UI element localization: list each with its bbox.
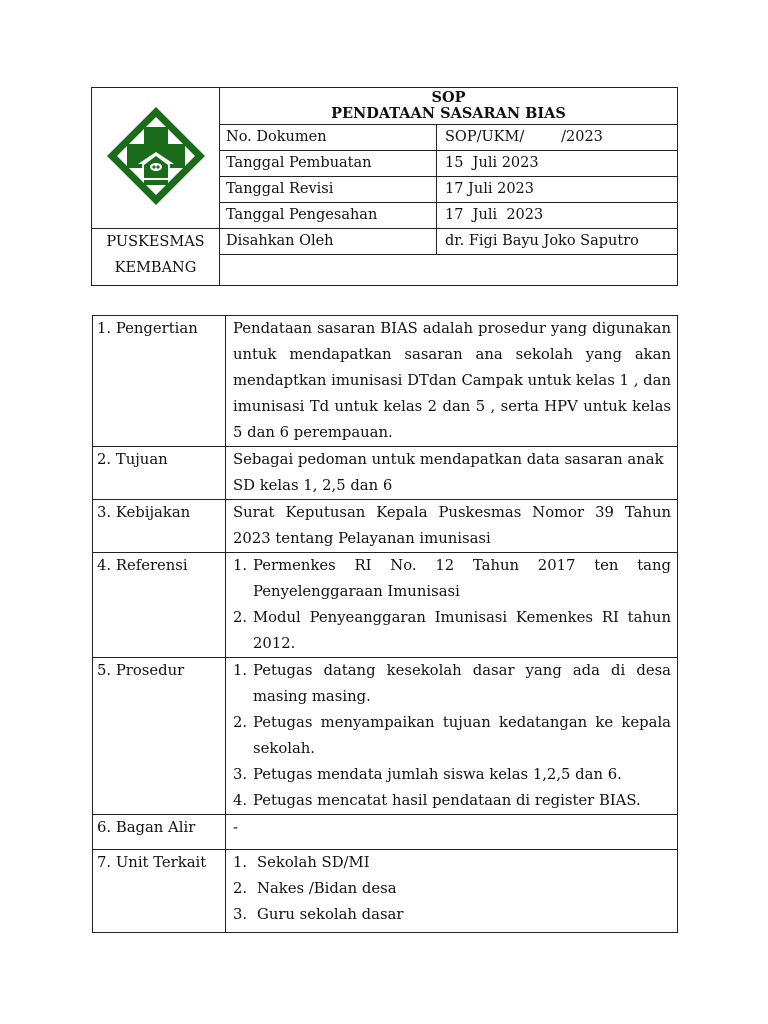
section-label: 6. Bagan Alir (93, 815, 226, 850)
row-label-no-dokumen: No. Dokumen (220, 125, 437, 151)
list-item (233, 788, 671, 814)
puskesmas-cross-house-icon (104, 104, 208, 208)
section-label: 4. Referensi (93, 553, 226, 658)
list-item (233, 605, 671, 657)
section-list (226, 850, 678, 933)
list-text: Petugas mencatat hasil pendataan di register BIAS. (253, 792, 641, 809)
row-value-disahkan-oleh: dr. Figi Bayu Joko Saputro (437, 229, 678, 255)
sop-header-table (91, 87, 678, 286)
list-item (233, 553, 671, 605)
section-label: 3. Kebijakan (93, 500, 226, 553)
organization-name (92, 229, 220, 286)
row-value-tanggal-revisi: 17 Juli 2023 (437, 177, 678, 203)
row-value-no-dokumen: SOP/UKM/ /2023 (437, 125, 678, 151)
org-line-2: KEMBANG (114, 260, 197, 276)
section-bagan-alir (93, 815, 678, 850)
row-label-disahkan-oleh: Disahkan Oleh (220, 229, 437, 255)
list-number: 1. (233, 854, 248, 871)
list-number: 3. (233, 906, 248, 923)
list-number: 3. (233, 766, 248, 783)
list-text: Guru sekolah dasar (257, 906, 404, 923)
org-line-1: PUSKESMAS (106, 234, 205, 250)
section-pengertian (93, 316, 678, 447)
list-text: Petugas mendata jumlah siswa kelas 1,2,5 dan 6. (253, 766, 622, 783)
list-text: Petugas datang kesekolah dasar yang ada di desa masing masing. (253, 662, 671, 705)
list-item (233, 902, 671, 928)
row-label-tanggal-revisi: Tanggal Revisi (220, 177, 437, 203)
section-prosedur (93, 658, 678, 815)
row-value-tanggal-pembuatan: 15 Juli 2023 (437, 151, 678, 177)
list-item (233, 710, 671, 762)
list-text: Modul Penyeanggaran Imunisasi Kemenkes RI tahun 2012. (253, 609, 671, 652)
section-label: 7. Unit Terkait (93, 850, 226, 933)
section-text: Surat Keputusan Kepala Puskesmas Nomor 39 Tahun 2023 tentang Pelayanan imunisasi (226, 500, 678, 553)
section-unit-terkait (93, 850, 678, 933)
sop-title (220, 88, 678, 125)
section-referensi (93, 553, 678, 658)
list-item (233, 850, 671, 876)
section-text: Sebagai pedoman untuk mendapatkan data sasaran anak SD kelas 1, 2,5 dan 6 (226, 447, 678, 500)
signature-blank-cell (220, 255, 678, 286)
list-number: 2. (233, 714, 248, 731)
section-text: Pendataan sasaran BIAS adalah prosedur yang digunakan untuk mendapatkan sasaran ana sekolah yang akan mendaptkan imunisasi DTdan Campak untuk kelas 1 , dan imunisasi Td untuk kelas 2 dan 5 , serta HPV untuk kelas 5 dan 6 perempauan. (226, 316, 678, 447)
list-text: Petugas menyampaikan tujuan kedatangan ke kepala sekolah. (253, 714, 671, 757)
section-list (226, 553, 678, 658)
list-text: Permenkes RI No. 12 Tahun 2017 ten tang Penyelenggaraan Imunisasi (253, 557, 671, 600)
list-text: Nakes /Bidan desa (257, 880, 397, 897)
logo-cell (92, 88, 220, 229)
title-line-2: PENDATAAN SASARAN BIAS (331, 105, 566, 122)
list-number: 1. (233, 557, 248, 574)
section-tujuan (93, 447, 678, 500)
list-number: 4. (233, 792, 248, 809)
row-label-tanggal-pengesahan: Tanggal Pengesahan (220, 203, 437, 229)
section-label: 2. Tujuan (93, 447, 226, 500)
list-text: Sekolah SD/MI (257, 854, 370, 871)
section-label: 5. Prosedur (93, 658, 226, 815)
section-list (226, 658, 678, 815)
section-kebijakan (93, 500, 678, 553)
list-number: 2. (233, 880, 248, 897)
sop-body-table (92, 315, 678, 933)
row-value-tanggal-pengesahan: 17 Juli 2023 (437, 203, 678, 229)
list-number: 1. (233, 662, 248, 679)
list-item (233, 876, 671, 902)
list-item (233, 762, 671, 788)
title-line-1: SOP (431, 89, 466, 106)
row-label-tanggal-pembuatan: Tanggal Pembuatan (220, 151, 437, 177)
section-text: - (226, 815, 678, 850)
list-item (233, 658, 671, 710)
section-label: 1. Pengertian (93, 316, 226, 447)
list-number: 2. (233, 609, 248, 626)
